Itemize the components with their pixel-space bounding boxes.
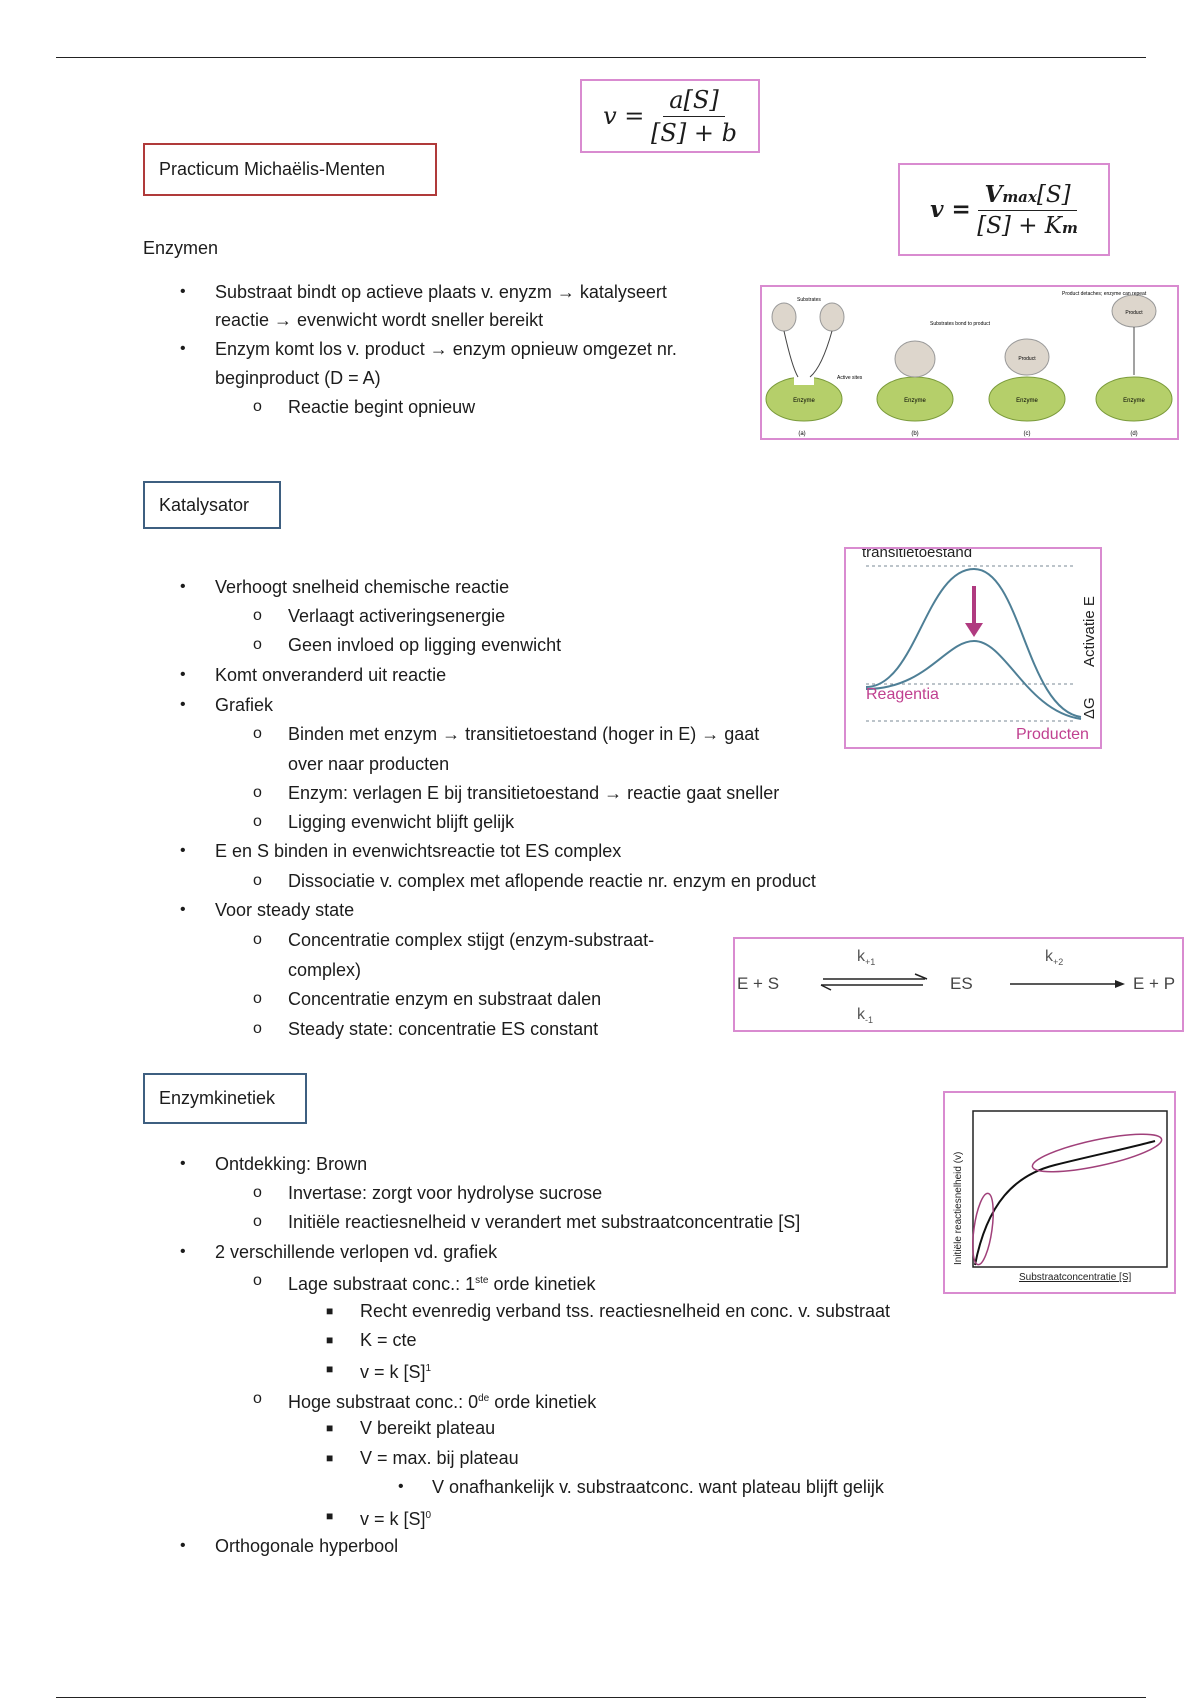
text-line: V onafhankelijk v. substraatconc. want plateau blijft gelijk xyxy=(432,1477,884,1497)
text-line: Enzym: verlagen E bij transitietoestand → reactie gaat sneller xyxy=(288,783,780,803)
text-line: Komt onveranderd uit reactie xyxy=(215,665,447,685)
enzyme-substrate-figure xyxy=(760,285,1179,440)
text-line: Verlaagt activeringsenergie xyxy=(288,606,506,626)
bullet: • xyxy=(180,1155,186,1172)
bullet-square: ■ xyxy=(326,1421,334,1435)
text-line: V bereikt plateau xyxy=(360,1418,496,1438)
label-bond: Substrates bond to product xyxy=(930,321,991,327)
text-line: Grafiek xyxy=(215,695,274,715)
hyperbola-curve xyxy=(975,1141,1155,1265)
mm-lhs: v = xyxy=(930,196,971,223)
text-line: Geen invloed op ligging evenwicht xyxy=(288,635,562,655)
bullet-o: o xyxy=(253,725,262,742)
text-line: Concentratie complex stijgt (enzym-substraat- xyxy=(288,930,655,950)
bullet: • xyxy=(180,283,186,300)
bullet: • xyxy=(180,842,186,859)
section-practicum: Practicum Michaëlis-Menten xyxy=(143,143,437,196)
text-line: E en S binden in evenwichtsreactie tot ES complex xyxy=(215,841,622,861)
label-k2: $k_{+2}$ xyxy=(1045,948,1064,967)
formula-denominator: [S] + b xyxy=(651,118,737,147)
text-line: Initiële reactiesnelheid v verandert met substraatconcentratie [S] xyxy=(288,1212,801,1232)
text-line: Enzym komt los v. product → enzym opnieuw omgezet nr. xyxy=(215,339,677,359)
k2-arrowhead xyxy=(1115,980,1125,988)
text-line: Binden met enzym → transitietoestand (hoger in E) → gaat xyxy=(288,724,760,744)
text-line: Ligging evenwicht blijft gelijk xyxy=(288,812,515,832)
bullet-o: o xyxy=(253,398,262,415)
label-enzyme-a: Enzyme xyxy=(793,398,815,404)
label-panel-d: (d) xyxy=(1130,431,1138,437)
label-reagentia: Reagentia xyxy=(866,686,939,703)
reaction-scheme xyxy=(733,937,1184,1032)
label-panel-a: (a) xyxy=(798,431,806,437)
reaction-scheme-svg xyxy=(735,939,1182,1030)
label-panel-b: (b) xyxy=(911,431,919,437)
text-line: complex) xyxy=(288,960,362,980)
text-line: Concentratie enzym en substraat dalen xyxy=(288,989,602,1009)
text-line: Orthogonale hyperbool xyxy=(215,1536,399,1556)
label-producten: Producten xyxy=(1016,726,1089,743)
bullet-o: o xyxy=(253,990,262,1007)
label-product-d: Product xyxy=(1125,310,1143,316)
formula-lhs: v = xyxy=(603,102,645,130)
label-delta-g: ΔG xyxy=(1081,697,1098,719)
substrate-a1 xyxy=(772,303,796,331)
bullet-square: ■ xyxy=(326,1333,334,1347)
text-line: Reactie begint opnieuw xyxy=(288,397,476,417)
label-enzyme-b: Enzyme xyxy=(904,398,926,404)
label-e-plus-s: E + S xyxy=(737,974,780,993)
mm-plot-svg xyxy=(945,1093,1174,1292)
text-line: V = max. bij plateau xyxy=(360,1448,519,1468)
section-enzymkinetiek: Enzymkinetiek xyxy=(143,1073,307,1124)
energy-diagram-svg xyxy=(846,549,1100,747)
substrate-a2 xyxy=(820,303,844,331)
text-line-sup: v = k $[S]^0$ xyxy=(360,1509,432,1529)
bullet-square: ■ xyxy=(326,1304,334,1318)
bullet-square: ■ xyxy=(326,1451,334,1465)
label-panel-c: (c) xyxy=(1023,431,1031,437)
lowering-arrow-head xyxy=(965,623,983,637)
bullet: • xyxy=(180,901,186,918)
enzyme-figure-svg xyxy=(762,287,1177,438)
label-k-minus-1: $k_{-1}$ xyxy=(857,1006,874,1025)
bullet-o: o xyxy=(253,784,262,801)
label-enzyme-c: Enzyme xyxy=(1016,398,1038,404)
text-line: Dissociatie v. complex met aflopende reactie nr. enzym en product xyxy=(288,871,816,891)
bullet-o: o xyxy=(253,931,262,948)
heading-enzymen: Enzymen xyxy=(143,238,219,258)
label-activatie-e: Activatie E xyxy=(1081,596,1098,667)
text-line: 2 verschillende verlopen vd. grafiek xyxy=(215,1242,498,1262)
text-line: Steady state: concentratie ES constant xyxy=(288,1019,599,1039)
plateau-highlight xyxy=(1030,1127,1165,1180)
bottom-rule xyxy=(56,1697,1146,1698)
label-enzyme-d: Enzyme xyxy=(1123,398,1145,404)
bullet-o: o xyxy=(253,636,262,653)
text-line: Recht evenredig verband tss. reactiesnelheid en conc. v. substraat xyxy=(360,1301,890,1321)
label-detach: Product detaches; enzyme can repeat xyxy=(1062,291,1147,297)
bullet-square: ■ xyxy=(326,1362,334,1376)
bullet-o: o xyxy=(253,1272,262,1289)
bullet-o: o xyxy=(253,872,262,889)
text-line: beginproduct (D = A) xyxy=(215,368,381,388)
top-rule xyxy=(56,57,1146,58)
catalyzed-curve xyxy=(866,641,1081,719)
text-line: K = cte xyxy=(360,1330,417,1350)
mm-numerator: Vmax[S] xyxy=(978,181,1076,211)
text-line: Ontdekking: Brown xyxy=(215,1154,368,1174)
formula-numerator: a[S] xyxy=(663,86,724,117)
text-line: Invertase: zorgt voor hydrolyse sucrose xyxy=(288,1183,603,1203)
text-line: over naar producten xyxy=(288,754,450,774)
mm-denominator: [S] + Km xyxy=(977,212,1078,239)
label-k1: $k_{+1}$ xyxy=(857,948,876,967)
bullet-o: o xyxy=(253,1184,262,1201)
label-substrates: Substrates xyxy=(797,297,821,303)
arrow-lines-a xyxy=(784,331,832,377)
label-x-axis: Substraatconcentratie [S] xyxy=(1019,1272,1132,1283)
section-katalysator: Katalysator xyxy=(143,481,281,529)
label-e-plus-p: E + P xyxy=(1133,974,1176,993)
text-line: reactie → evenwicht wordt sneller bereikt xyxy=(215,310,544,330)
michaelis-menten-plot xyxy=(943,1091,1176,1294)
bullet: • xyxy=(180,666,186,683)
substrate-complex-b xyxy=(895,341,935,377)
label-active-sites: Active sites xyxy=(837,375,863,381)
bullet-o: o xyxy=(253,607,262,624)
text-line: Substraat bindt op actieve plaats v. enyzm → katalyseert xyxy=(215,282,667,302)
energy-diagram xyxy=(844,547,1102,749)
label-product-c: Product xyxy=(1018,356,1036,362)
bullet: • xyxy=(398,1478,404,1495)
bullet-o: o xyxy=(253,1020,262,1037)
bullet: • xyxy=(180,340,186,357)
bullet-o: o xyxy=(253,1390,262,1407)
bullet-o: o xyxy=(253,1213,262,1230)
text-line: Verhoogt snelheid chemische reactie xyxy=(215,577,510,597)
formula-michaelis-menten xyxy=(898,163,1110,256)
label-transitietoestand: transitietoestand xyxy=(862,549,973,561)
text-line: Voor steady state xyxy=(215,900,355,920)
text-line-sup: Lage substraat conc.: 1ste orde kinetiek xyxy=(288,1274,596,1294)
bullet: • xyxy=(180,578,186,595)
formula-general xyxy=(580,79,760,153)
text-line-sup: v = k $[S]^1$ xyxy=(360,1362,432,1382)
label-es: ES xyxy=(950,974,973,993)
bullet-o: o xyxy=(253,813,262,830)
bullet-square: ■ xyxy=(326,1509,334,1523)
text-line-sup: Hoge substraat conc.: 0de orde kinetiek xyxy=(288,1392,597,1412)
bullet: • xyxy=(180,1243,186,1260)
bullet: • xyxy=(180,1537,186,1554)
bullet: • xyxy=(180,696,186,713)
label-y-axis: Initiële reactiesnelheid (v) xyxy=(953,1151,964,1265)
